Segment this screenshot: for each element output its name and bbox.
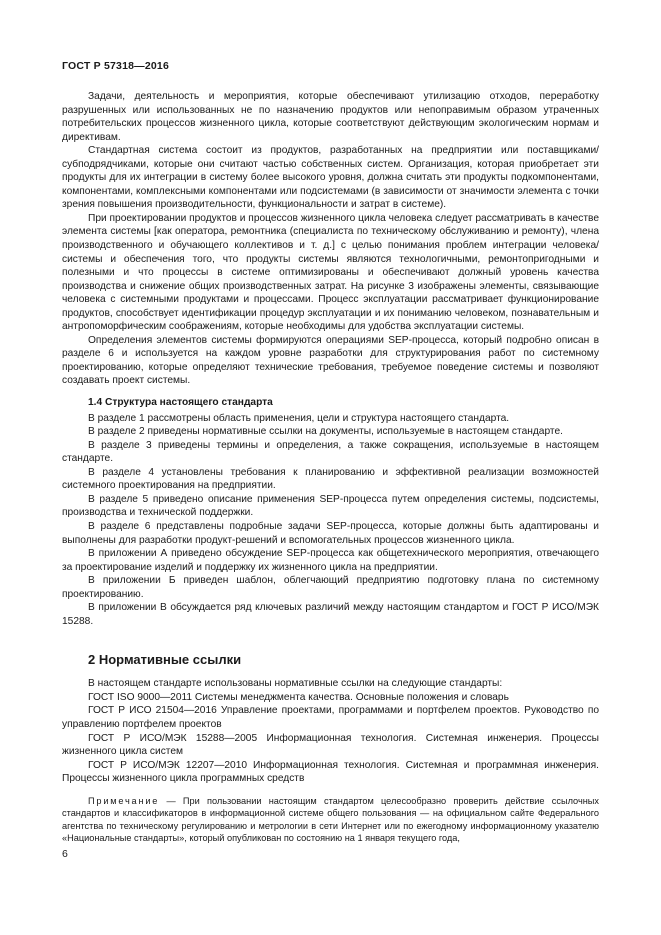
structure-paragraph-7: В приложении А приведено обсуждение SEP-процесса как общетехнического мероприятия, отвечающего за проектирование изделий и поддержку их жизненного цикла на предприятии. [62,548,599,573]
intro-paragraph-3: При проектировании продуктов и процессов жизненного цикла человека следует рассматривать в качестве элемента системы [как оператора, ремонтника (специалиста по техническому обслуживанию и ремонту), члена производственного и обучающего коллективов и т. д.] с целью понимания проблем интеграции человека/системы и обеспечения того, что продукты системы являются технологичными, ремонтопригодными и полезными и что процессы в системе оптимизированы и обеспечивают должный уровень качества производства и снижение общих производственных затрат. На рисунке 3 изображены элементы, связывающие человека с системными продуктами и процессами. Процесс эксплуатации рассматривает функционирование продуктов, способствует идентификации процедур эксплуатации и их пониманию человеком, познавательным и антропоморфическим соображениям, которые необходимы для удобства эксплуатации системы. [62,212,599,333]
reference-item-2: ГОСТ Р ИСО 21504—2016 Управление проектами, программами и портфелем проектов. Руководство по управлению портфелем проектов [62,705,599,730]
structure-paragraph-4: В разделе 4 установлены требования к планированию и эффективной реализации возможностей системного проектирования на предприятии. [62,466,599,492]
note-text: — При пользовании настоящим стандартом целесообразно проверить действие ссылочных стандартов и классификаторов в информационной системе общего пользования — на официальном сайте Федерального агентства по техническому регулированию и метрологии в сети Интернет или по ежегодному информационному указателю «Национальные стандарты», который опубликован по состоянию на 1 января текущего года, [62,795,599,843]
reference-item-3: ГОСТ Р ИСО/МЭК 15288—2005 Информационная технология. Системная инженерия. Процессы жизненного цикла систем [62,732,599,758]
subsection-title: 1.4 Структура настоящего стандарта [88,397,273,409]
page-content [62,90,599,844]
structure-paragraph-1: В разделе 1 рассмотрены область применения, цели и структура настоящего стандарта. [88,412,510,424]
reference-item-4: ГОСТ Р ИСО/МЭК 12207—2010 Информационная технология. Системная и программная инженерия. Процессы жизненного цикла программных средств [62,759,599,785]
structure-paragraph-6: В разделе 6 представлены подробные задачи SEP-процесса, которые должны быть адаптированы и выполнены для разработки продукт-решений и вспомогательных процессов жизненного цикла. [62,520,599,546]
document-code: ГОСТ Р 57318—2016 [62,60,170,72]
structure-paragraph-5: В разделе 5 приведено описание применения SEP-процесса путем определения системы, подсистемы, производства и технической поддержки. [62,493,599,519]
page-number: 6 [62,848,68,860]
note-label: Примечание [88,795,160,806]
note [62,795,599,845]
section-title: 2 Нормативные ссылки [88,652,242,668]
structure-paragraph-3: В разделе 3 приведены термины и определения, а также сокращения, используемые в настоящем стандарте. [62,439,599,465]
intro-paragraph-4: Определения элементов системы формируются операциями SEP-процесса, который подробно описан в разделе 6 и используется на каждом уровне разработки для структурирования работ по системному проектированию, которые определяют технические требования, требуемое поведение системы и позволяют создавать проект системы. [62,334,599,387]
structure-paragraph-9: В приложении В обсуждается ряд ключевых различий между настоящим стандартом и ГОСТ Р ИСО/МЭК 15288. [62,602,599,627]
intro-paragraph-1: Задачи, деятельность и мероприятия, которые обеспечивают утилизацию отходов, переработку разрушенных или использованных не по назначению продуктов или непоправимым образом утраченных потребительских процессов жизненного цикла, которые соответствуют действующим экологическим нормам и директивам. [62,91,599,143]
reference-item-1: ГОСТ ISO 9000—2011 Системы менеджмента качества. Основные положения и словарь [88,691,509,703]
structure-paragraph-2: В разделе 2 приведены нормативные ссылки на документы, используемые в настоящем стандарте. [88,426,563,438]
intro-paragraph-2: Стандартная система состоит из продуктов, разработанных на предприятии или поставщиками/субподрядчиками, которые они считают частью собственных систем. Организация, которая приобретает эти продукты для их интеграции в систему более высокого уровня, должна считать эти продукты подкомпонентами, компонентами, комплексными компонентами или подсистемами (в зависимости от значимости элемента с точки зрения повышения производительности, функциональности и затрат в системе). [62,145,599,211]
structure-paragraph-8: В приложении Б приведен шаблон, облегчающий предприятию подготовку плана по системному проектированию. [62,575,599,600]
references-intro: В настоящем стандарте использованы нормативные ссылки на следующие стандарты: [88,678,503,690]
